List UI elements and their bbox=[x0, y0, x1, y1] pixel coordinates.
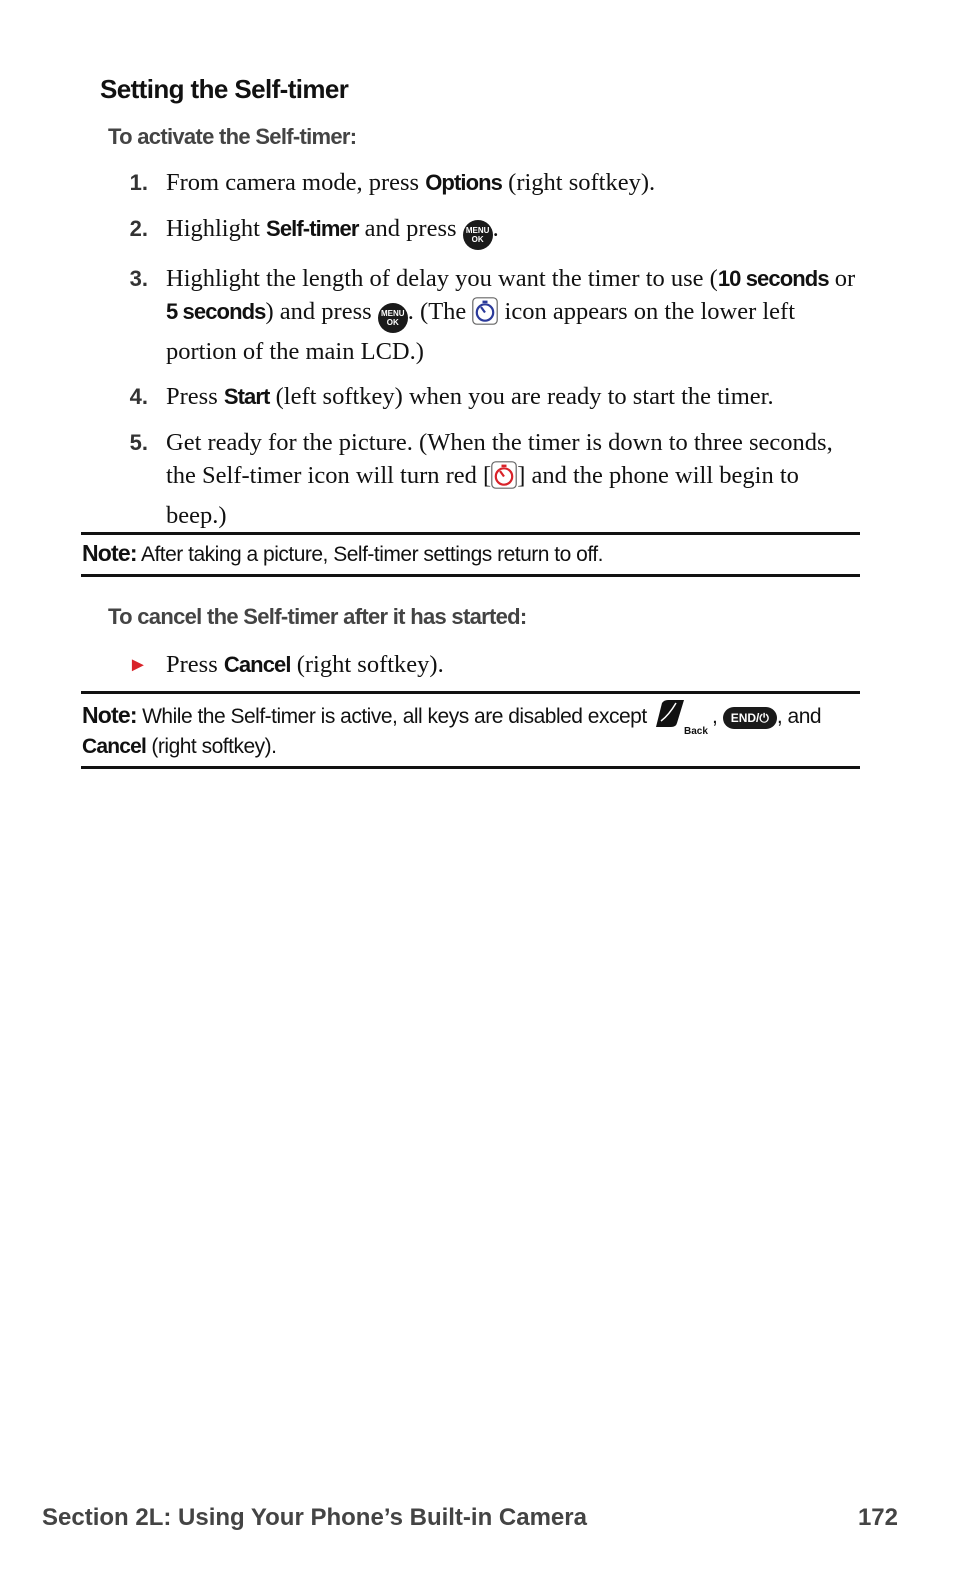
arrow-bullet-icon: ► bbox=[128, 654, 148, 676]
activate-heading: To activate the Self-timer: bbox=[108, 124, 357, 149]
step-number: 1. bbox=[129, 170, 148, 195]
self-timer-option-label: Self-timer bbox=[266, 215, 359, 241]
page-footer bbox=[42, 1504, 898, 1532]
step-text: (left softkey) when you are ready to start the timer. bbox=[269, 383, 774, 410]
self-timer-red-icon bbox=[491, 461, 517, 499]
section-title: Setting the Self-timer bbox=[100, 74, 349, 104]
note-disabled-keys: Note: While the Self-timer is active, all keys are disabled except Back , END/⏻ , and Cancel (right softkey). bbox=[82, 699, 860, 762]
note-rule-bottom bbox=[81, 766, 860, 769]
ten-seconds-option-label: 10 seconds bbox=[717, 265, 829, 291]
footer-section-title: Section 2L: Using Your Phone’s Built-in Camera bbox=[42, 1504, 587, 1531]
cancel-step bbox=[128, 648, 444, 682]
step-text: Press bbox=[166, 651, 224, 678]
note-rule-top bbox=[81, 691, 860, 694]
step-number: 5. bbox=[129, 429, 148, 455]
cancel-softkey-label: Cancel bbox=[223, 652, 291, 677]
note-text: (right softkey). bbox=[146, 735, 277, 758]
step-number: 2. bbox=[129, 215, 148, 241]
step-text: From camera mode, press bbox=[166, 169, 426, 196]
step-text: Highlight bbox=[166, 214, 267, 242]
start-softkey-label: Start bbox=[223, 384, 270, 409]
self-timer-icon bbox=[472, 297, 498, 335]
step-number: 3. bbox=[129, 265, 148, 291]
step-1 bbox=[120, 166, 860, 200]
end-power-key-icon: END/⏻ bbox=[723, 707, 777, 729]
step-text: . (The bbox=[407, 298, 473, 325]
note-text: , and bbox=[776, 705, 822, 728]
step-text: icon appears on the lower left portion of the main LCD.) bbox=[166, 298, 796, 365]
step-3 bbox=[120, 262, 860, 369]
note-text: After taking a picture, Self-timer settings return to off. bbox=[136, 543, 603, 566]
note-rule-top bbox=[81, 532, 860, 535]
five-seconds-option-label: 5 seconds bbox=[166, 299, 266, 324]
activation-steps bbox=[120, 166, 860, 544]
step-text: (right softkey). bbox=[290, 651, 444, 678]
note-rule-bottom bbox=[81, 574, 860, 577]
step-text: ) and press bbox=[265, 298, 378, 325]
step-text: . bbox=[492, 214, 499, 242]
step-text: (right softkey). bbox=[502, 169, 656, 196]
cancel-heading: To cancel the Self-timer after it has started: bbox=[108, 604, 527, 629]
step-text: or bbox=[828, 264, 856, 292]
note-settings-reset bbox=[82, 538, 860, 570]
step-text: and press bbox=[358, 214, 463, 242]
step-2 bbox=[120, 212, 860, 250]
step-5 bbox=[120, 426, 860, 533]
step-4 bbox=[120, 380, 860, 414]
page-number: 172 bbox=[857, 1504, 898, 1531]
note-label: Note: bbox=[82, 540, 137, 566]
step-text: Press bbox=[166, 383, 224, 410]
note-label: Note: bbox=[82, 702, 137, 728]
step-number: 4. bbox=[129, 384, 148, 409]
options-softkey-label: Options bbox=[425, 170, 503, 195]
step-text: ] and the phone will begin to beep.) bbox=[166, 462, 799, 529]
menu-ok-key-icon: MENU OK bbox=[463, 220, 493, 250]
note-text: While the Self-timer is active, all keys are disabled except bbox=[136, 705, 653, 728]
step-text: Highlight the length of delay you want the timer to use ( bbox=[166, 264, 718, 292]
menu-ok-key-icon: MENU OK bbox=[378, 303, 408, 333]
cancel-softkey-label: Cancel bbox=[82, 735, 147, 758]
step-text: Get ready for the picture. (When the timer is down to three seconds, the Self-timer icon will turn red [ bbox=[166, 428, 833, 489]
back-key-icon: Back bbox=[652, 699, 712, 729]
